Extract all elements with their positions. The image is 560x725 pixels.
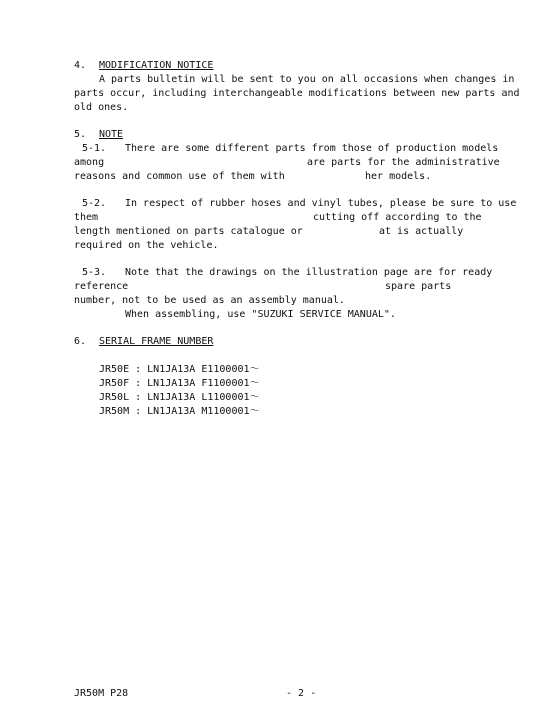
serial-row-jr50l: JR50L : LN1JA13A L1100001～ (99, 392, 260, 403)
note-5-1-line-1: There are some different parts from those of production models (125, 143, 499, 154)
section-6-number: 6. (74, 336, 87, 347)
note-5-1-line-2b: are parts for the administrative (307, 157, 500, 168)
note-5-1-line-2a: among (74, 157, 105, 168)
section-6-heading: SERIAL FRAME NUMBER (99, 336, 214, 347)
section-5-heading: NOTE (99, 129, 124, 140)
note-5-1-line-3b: her models. (365, 171, 432, 182)
section-4-line-3: old ones. (74, 102, 129, 113)
section-4-line-2: parts occur, including interchangeable modifications between new parts and (74, 88, 520, 99)
note-5-3-line-4: When assembling, use "SUZUKI SERVICE MANUAL". (125, 309, 396, 320)
serial-row-jr50m: JR50M : LN1JA13A M1100001～ (99, 406, 260, 417)
note-5-3-number: 5-3. (82, 267, 107, 278)
footer-page-number: - 2 - (286, 688, 317, 699)
footer-doc-code: JR50M P28 (74, 688, 129, 699)
note-5-3-line-1: Note that the drawings on the illustration page are for ready (125, 267, 493, 278)
note-5-2-line-2a: them (74, 212, 99, 223)
note-5-2-line-3a: length mentioned on parts catalogue or (74, 226, 303, 237)
note-5-2-line-1: In respect of rubber hoses and vinyl tubes, please be sure to use (125, 198, 517, 209)
serial-row-jr50e: JR50E : LN1JA13A E1100001～ (99, 364, 260, 375)
note-5-1-line-3a: reasons and common use of them with (74, 171, 285, 182)
note-5-2-line-3b: at is actually (379, 226, 464, 237)
note-5-3-line-2a: reference (74, 281, 129, 292)
section-4-number: 4. (74, 60, 87, 71)
note-5-1-number: 5-1. (82, 143, 107, 154)
note-5-3-line-2b: spare parts (385, 281, 452, 292)
serial-row-jr50f: JR50F : LN1JA13A F1100001～ (99, 378, 260, 389)
note-5-2-line-2b: cutting off according to the (313, 212, 482, 223)
section-4-heading: MODIFICATION NOTICE (99, 60, 214, 71)
note-5-2-number: 5-2. (82, 198, 107, 209)
section-4-line-1: A parts bulletin will be sent to you on all occasions when changes in (99, 74, 515, 85)
note-5-3-line-3: number, not to be used as an assembly manual. (74, 295, 345, 306)
note-5-2-line-4: required on the vehicle. (74, 240, 219, 251)
section-5-number: 5. (74, 129, 87, 140)
